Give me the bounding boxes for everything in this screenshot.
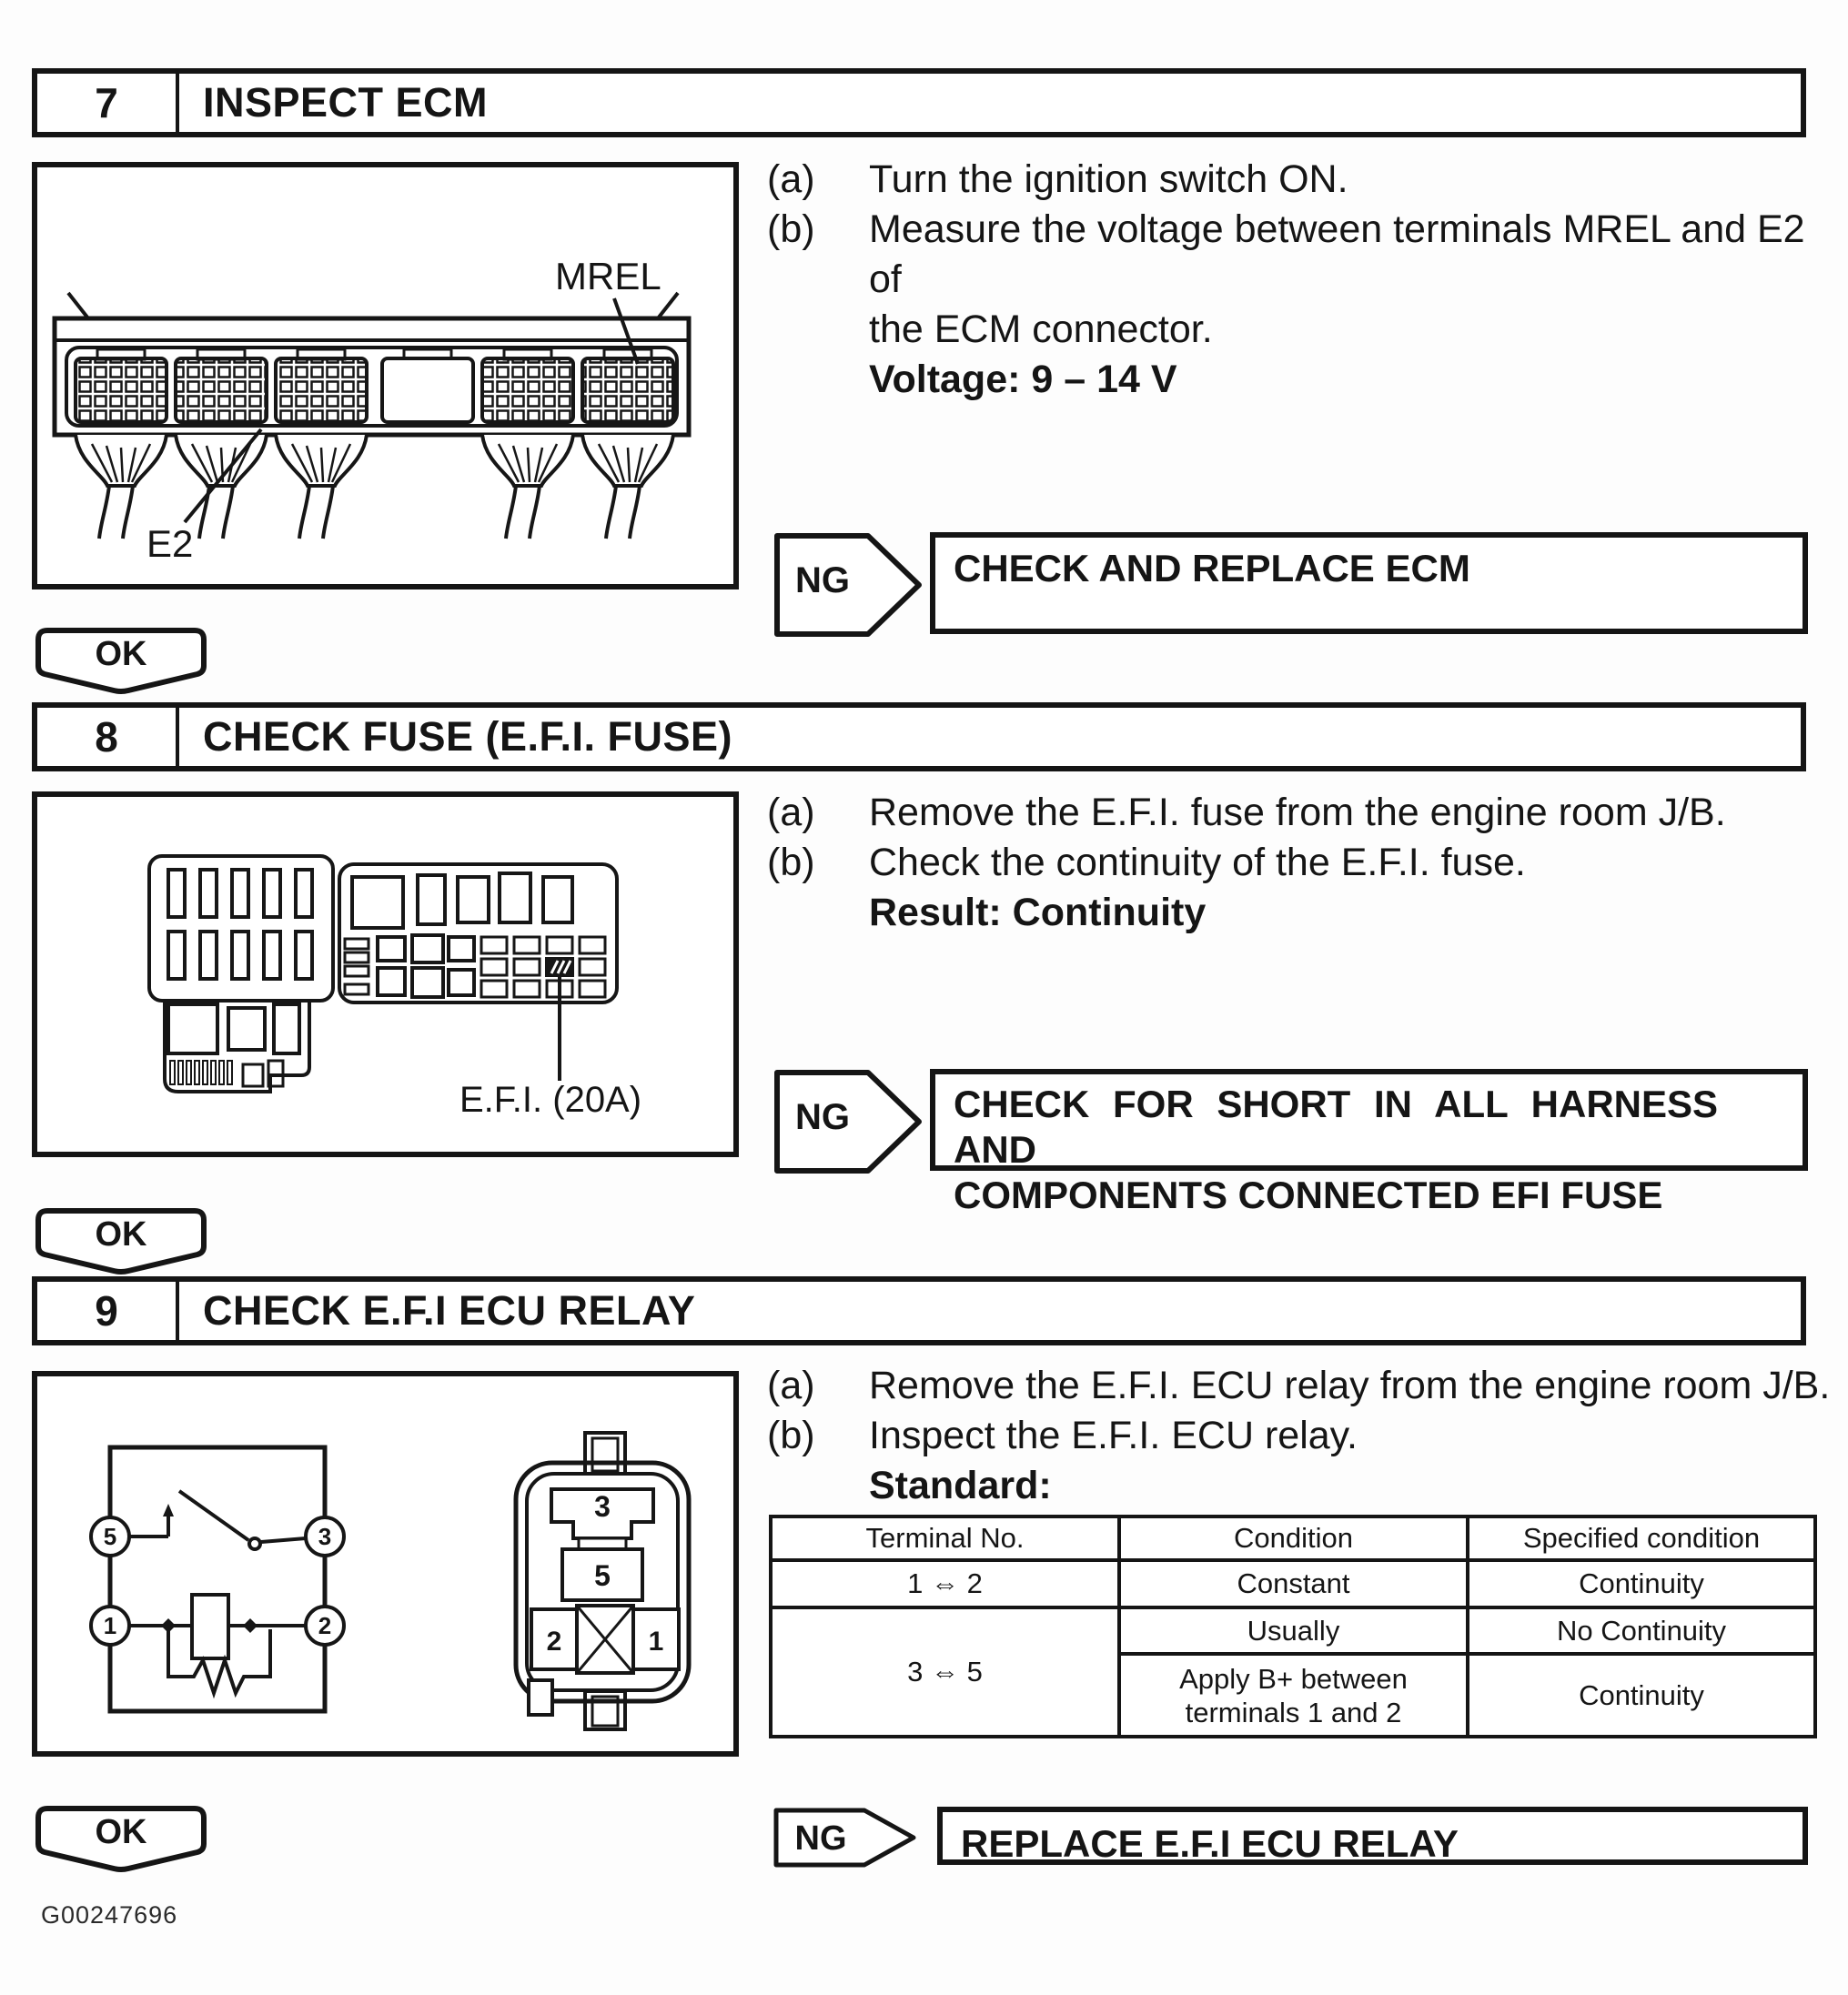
table-row (771, 1607, 1815, 1654)
table-cell: 1 ⇔ 2 (771, 1560, 1119, 1607)
spec-text: Standard: (869, 1464, 1052, 1507)
ng-action-text: CHECK FOR SHORT IN ALL HARNESS AND (954, 1083, 1719, 1171)
table-cell: Usually (1119, 1607, 1468, 1654)
spec-text: Result: Continuity (869, 891, 1207, 934)
relay-standard-table (769, 1515, 1817, 1738)
ecm-connector-figure (32, 162, 739, 589)
instruction-text: Inspect the E.F.I. ECU relay. (869, 1414, 1358, 1457)
ng-badge-label: NG (794, 1819, 847, 1858)
ng-badge (772, 1805, 921, 1869)
table-header-cell: Specified condition (1468, 1516, 1815, 1560)
instruction-line (767, 1361, 1841, 1411)
spec-line (767, 888, 1841, 938)
ng-action-box (930, 532, 1808, 634)
efi-fuse-highlight (547, 959, 572, 975)
circuit-terminal-label: 1 (103, 1612, 117, 1639)
table-cell-line: Apply B+ between (1179, 1662, 1408, 1695)
efi-fuse-label: E.F.I. (20A) (459, 1080, 642, 1120)
circuit-terminal-label: 3 (318, 1523, 332, 1550)
instruction-text: Remove the E.F.I. fuse from the engine room J/B. (869, 791, 1726, 834)
step8-title: CHECK FUSE (E.F.I. FUSE) (203, 713, 733, 760)
fusebox-figure (32, 791, 739, 1157)
mrel-label: MREL (555, 255, 661, 297)
ng-action-text: COMPONENTS CONNECTED EFI FUSE (954, 1174, 1663, 1216)
instruction-label: (b) (767, 207, 815, 251)
table-cell: Continuity (1468, 1560, 1815, 1607)
spec-line (767, 1461, 1841, 1511)
ng-badge (772, 1065, 924, 1174)
ng-badge (772, 529, 924, 638)
instruction-label: (b) (767, 841, 815, 884)
table-row (771, 1560, 1815, 1607)
table-cell: No Continuity (1468, 1607, 1815, 1654)
table-header-cell: Condition (1119, 1516, 1468, 1560)
instruction-label: (b) (767, 1414, 815, 1457)
figure-code: G00247696 (41, 1901, 178, 1929)
step7-header (32, 68, 1806, 137)
instruction-label (767, 305, 869, 355)
table-cell: Continuity (1468, 1654, 1815, 1737)
table-cell: Constant (1119, 1560, 1468, 1607)
step8-instructions (767, 788, 1841, 938)
table-cell: 3 ⇔ 5 (771, 1607, 1119, 1737)
ok-badge (35, 1206, 207, 1277)
spec-line (767, 355, 1841, 405)
connector-pin-label: 3 (594, 1490, 611, 1523)
ok-badge (35, 1804, 207, 1875)
e2-label: E2 (146, 522, 194, 565)
step7-number: 7 (37, 74, 179, 132)
table-cell (1119, 1654, 1468, 1737)
ng-badge-label: NG (795, 560, 850, 600)
instruction-label (767, 1461, 869, 1511)
instruction-label (767, 888, 869, 938)
instruction-text: Remove the E.F.I. ECU relay from the engine room J/B. (869, 1364, 1831, 1407)
instruction-text: Measure the voltage between terminals MREL and E2 of (869, 207, 1805, 301)
ok-badge-label: OK (95, 1813, 147, 1851)
circuit-terminal-label: 2 (318, 1612, 332, 1639)
instruction-label (767, 355, 869, 405)
instruction-label: (a) (767, 791, 815, 834)
step8-number: 8 (37, 708, 179, 766)
step7-instructions (767, 155, 1841, 405)
ok-badge-label: OK (95, 635, 147, 673)
instruction-label: (a) (767, 157, 815, 201)
instruction-text: Check the continuity of the E.F.I. fuse. (869, 841, 1526, 884)
table-cell-line: terminals 1 and 2 (1185, 1696, 1402, 1728)
step9-title: CHECK E.F.I ECU RELAY (203, 1287, 696, 1334)
instruction-line (767, 838, 1841, 888)
ok-badge-label: OK (95, 1215, 147, 1254)
connector-pin-label: 1 (648, 1627, 664, 1657)
relay-figure (32, 1371, 739, 1757)
instruction-line (767, 205, 1841, 305)
circuit-terminal-label: 5 (103, 1523, 117, 1550)
instruction-label: (a) (767, 1364, 815, 1407)
ng-action-text: REPLACE E.F.I ECU RELAY (961, 1822, 1459, 1865)
instruction-text: the ECM connector. (869, 307, 1213, 351)
step9-header (32, 1276, 1806, 1345)
step8-header (32, 702, 1806, 771)
step7-title: INSPECT ECM (203, 79, 489, 126)
spec-text: Voltage: 9 – 14 V (869, 358, 1177, 401)
ng-action-box (937, 1807, 1808, 1865)
instruction-line (767, 788, 1841, 838)
instruction-line (767, 305, 1841, 355)
ok-badge (35, 626, 207, 697)
ng-action-box (930, 1069, 1808, 1216)
table-header-row (771, 1516, 1815, 1560)
instruction-line (767, 155, 1841, 205)
step9-instructions (767, 1361, 1841, 1511)
connector-pin-label: 2 (546, 1627, 562, 1657)
step9-number: 9 (37, 1282, 179, 1340)
ng-action-text: CHECK AND REPLACE ECM (954, 547, 1470, 589)
ng-badge-label: NG (795, 1097, 850, 1137)
instruction-text: Turn the ignition switch ON. (869, 157, 1348, 201)
instruction-line (767, 1411, 1841, 1461)
connector-pin-label: 5 (594, 1559, 611, 1592)
table-header-cell: Terminal No. (771, 1516, 1119, 1560)
